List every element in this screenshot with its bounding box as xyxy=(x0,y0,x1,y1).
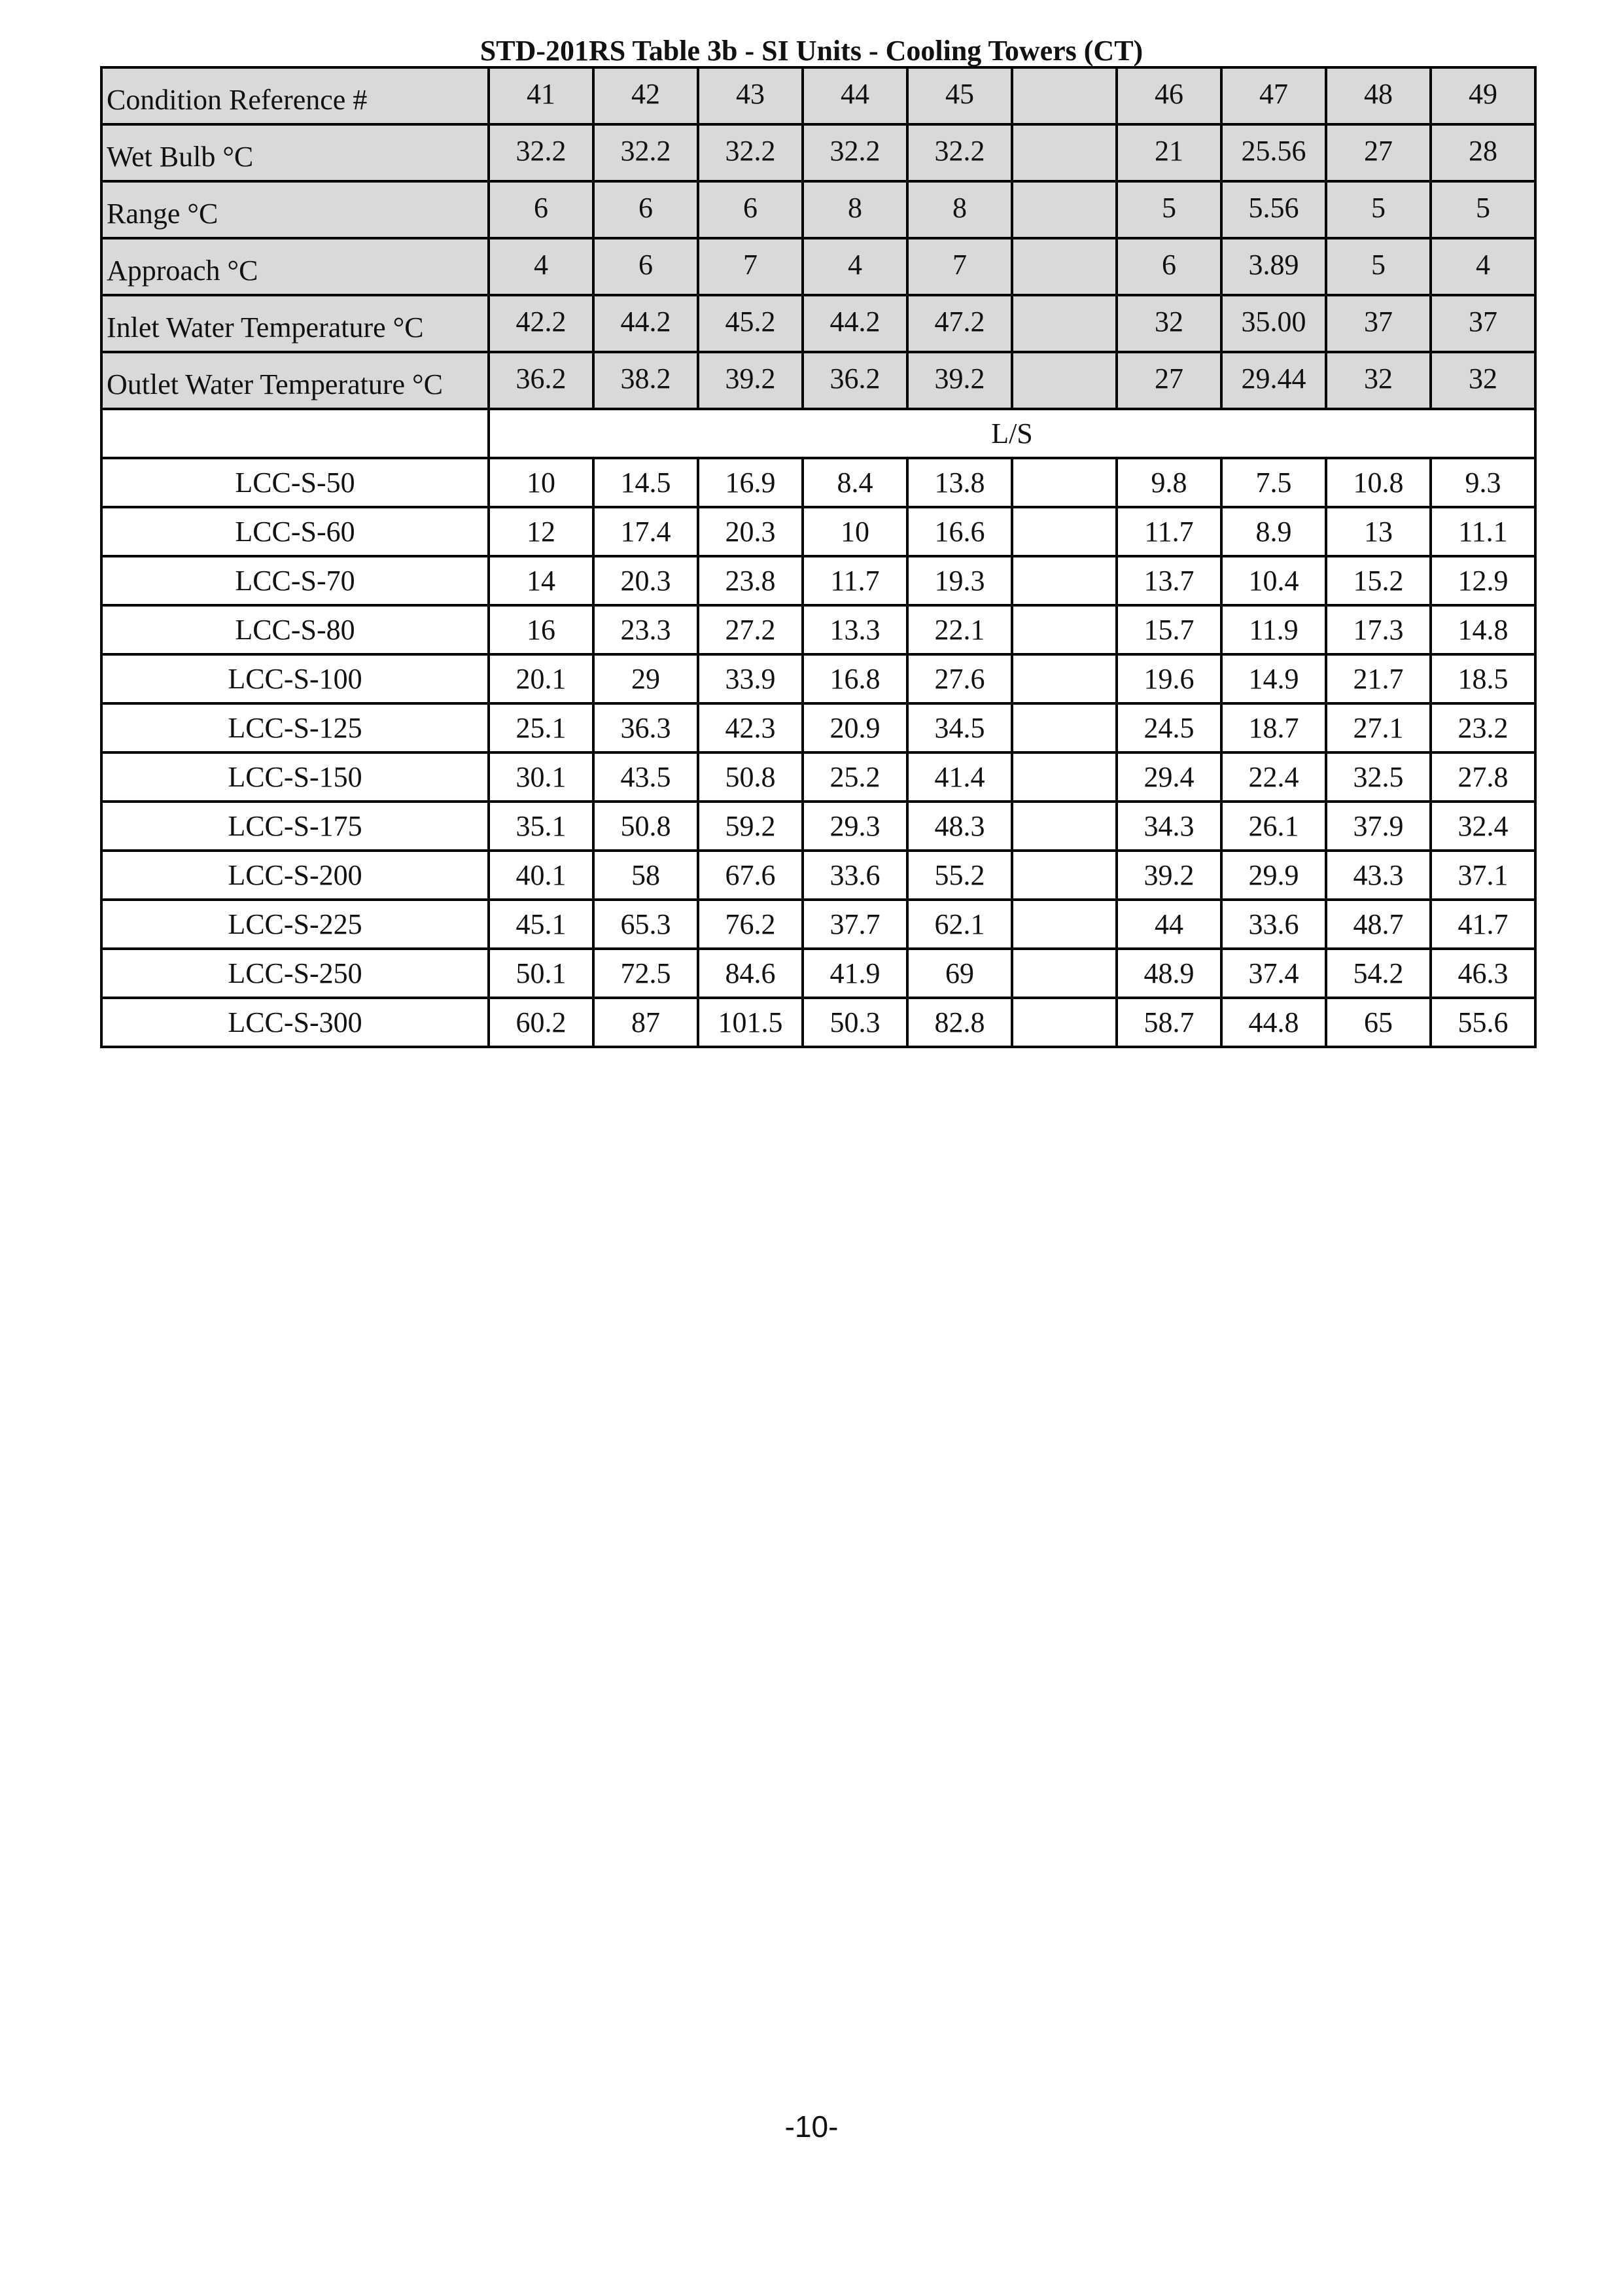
condition-label: Inlet Water Temperature °C xyxy=(101,295,489,352)
value-cell: 10.8 xyxy=(1326,458,1431,507)
value-cell: 9.8 xyxy=(1117,458,1221,507)
value-cell: 27.1 xyxy=(1326,703,1431,752)
value-cell: 11.7 xyxy=(1117,507,1221,556)
value-cell: 33.6 xyxy=(803,851,907,900)
spacer-cell xyxy=(1012,851,1117,900)
value-cell: 44 xyxy=(803,67,907,124)
model-row xyxy=(101,851,1535,900)
value-cell: 50.1 xyxy=(489,949,593,998)
value-cell: 32.2 xyxy=(593,124,698,181)
cooling-tower-table xyxy=(100,66,1537,1048)
spacer-cell xyxy=(1012,703,1117,752)
value-cell: 27 xyxy=(1117,352,1221,409)
model-row xyxy=(101,654,1535,703)
value-cell: 9.3 xyxy=(1431,458,1535,507)
model-row xyxy=(101,458,1535,507)
value-cell: 72.5 xyxy=(593,949,698,998)
value-cell: 30.1 xyxy=(489,752,593,802)
value-cell: 50.8 xyxy=(698,752,803,802)
value-cell: 32.5 xyxy=(1326,752,1431,802)
flow-unit-label: L/S xyxy=(489,409,1535,458)
value-cell: 21.7 xyxy=(1326,654,1431,703)
condition-row xyxy=(101,295,1535,352)
value-cell: 8.9 xyxy=(1221,507,1326,556)
spacer-cell xyxy=(1012,654,1117,703)
value-cell: 58.7 xyxy=(1117,998,1221,1047)
value-cell: 20.1 xyxy=(489,654,593,703)
condition-row xyxy=(101,181,1535,238)
value-cell: 5 xyxy=(1326,238,1431,295)
model-label: LCC-S-125 xyxy=(101,703,489,752)
value-cell: 26.1 xyxy=(1221,802,1326,851)
value-cell: 33.6 xyxy=(1221,900,1326,949)
value-cell: 62.1 xyxy=(907,900,1012,949)
value-cell: 11.1 xyxy=(1431,507,1535,556)
value-cell: 12 xyxy=(489,507,593,556)
value-cell: 32.2 xyxy=(489,124,593,181)
value-cell: 41.9 xyxy=(803,949,907,998)
value-cell: 36.2 xyxy=(803,352,907,409)
value-cell: 55.2 xyxy=(907,851,1012,900)
value-cell: 19.3 xyxy=(907,556,1012,605)
value-cell: 20.3 xyxy=(698,507,803,556)
value-cell: 10 xyxy=(489,458,593,507)
value-cell: 23.3 xyxy=(593,605,698,654)
value-cell: 39.2 xyxy=(1117,851,1221,900)
value-cell: 82.8 xyxy=(907,998,1012,1047)
value-cell: 27 xyxy=(1326,124,1431,181)
value-cell: 84.6 xyxy=(698,949,803,998)
value-cell: 29.4 xyxy=(1117,752,1221,802)
value-cell: 36.3 xyxy=(593,703,698,752)
value-cell: 41.4 xyxy=(907,752,1012,802)
value-cell: 21 xyxy=(1117,124,1221,181)
value-cell: 46 xyxy=(1117,67,1221,124)
value-cell: 41.7 xyxy=(1431,900,1535,949)
value-cell: 49 xyxy=(1431,67,1535,124)
value-cell: 29.3 xyxy=(803,802,907,851)
value-cell: 29.9 xyxy=(1221,851,1326,900)
spacer-cell xyxy=(1012,67,1117,124)
value-cell: 5 xyxy=(1326,181,1431,238)
value-cell: 4 xyxy=(1431,238,1535,295)
value-cell: 46.3 xyxy=(1431,949,1535,998)
value-cell: 25.56 xyxy=(1221,124,1326,181)
spacer-cell xyxy=(1012,295,1117,352)
value-cell: 10 xyxy=(803,507,907,556)
value-cell: 37.7 xyxy=(803,900,907,949)
value-cell: 16.9 xyxy=(698,458,803,507)
condition-label: Approach °C xyxy=(101,238,489,295)
value-cell: 48.3 xyxy=(907,802,1012,851)
value-cell: 45.2 xyxy=(698,295,803,352)
value-cell: 8.4 xyxy=(803,458,907,507)
value-cell: 60.2 xyxy=(489,998,593,1047)
value-cell: 25.1 xyxy=(489,703,593,752)
model-row xyxy=(101,605,1535,654)
page-number: -10- xyxy=(784,2110,839,2144)
value-cell: 48 xyxy=(1326,67,1431,124)
spacer-cell xyxy=(1012,181,1117,238)
value-cell: 8 xyxy=(803,181,907,238)
spacer-cell xyxy=(1012,998,1117,1047)
value-cell: 43 xyxy=(698,67,803,124)
value-cell: 32.4 xyxy=(1431,802,1535,851)
value-cell: 40.1 xyxy=(489,851,593,900)
value-cell: 15.7 xyxy=(1117,605,1221,654)
model-label: LCC-S-50 xyxy=(101,458,489,507)
value-cell: 44 xyxy=(1117,900,1221,949)
value-cell: 41 xyxy=(489,67,593,124)
value-cell: 43.5 xyxy=(593,752,698,802)
value-cell: 28 xyxy=(1431,124,1535,181)
value-cell: 32.2 xyxy=(803,124,907,181)
model-label: LCC-S-175 xyxy=(101,802,489,851)
value-cell: 5 xyxy=(1431,181,1535,238)
value-cell: 36.2 xyxy=(489,352,593,409)
value-cell: 20.9 xyxy=(803,703,907,752)
value-cell: 29 xyxy=(593,654,698,703)
value-cell: 101.5 xyxy=(698,998,803,1047)
value-cell: 37 xyxy=(1326,295,1431,352)
value-cell: 47 xyxy=(1221,67,1326,124)
model-label: LCC-S-300 xyxy=(101,998,489,1047)
value-cell: 19.6 xyxy=(1117,654,1221,703)
model-label: LCC-S-70 xyxy=(101,556,489,605)
value-cell: 7.5 xyxy=(1221,458,1326,507)
value-cell: 18.5 xyxy=(1431,654,1535,703)
value-cell: 33.9 xyxy=(698,654,803,703)
value-cell: 17.3 xyxy=(1326,605,1431,654)
model-row xyxy=(101,949,1535,998)
value-cell: 42 xyxy=(593,67,698,124)
value-cell: 23.8 xyxy=(698,556,803,605)
value-cell: 55.6 xyxy=(1431,998,1535,1047)
value-cell: 32.2 xyxy=(907,124,1012,181)
model-label: LCC-S-60 xyxy=(101,507,489,556)
value-cell: 87 xyxy=(593,998,698,1047)
value-cell: 16 xyxy=(489,605,593,654)
value-cell: 14 xyxy=(489,556,593,605)
condition-label: Condition Reference # xyxy=(101,67,489,124)
value-cell: 43.3 xyxy=(1326,851,1431,900)
value-cell: 42.2 xyxy=(489,295,593,352)
value-cell: 14.5 xyxy=(593,458,698,507)
value-cell: 48.9 xyxy=(1117,949,1221,998)
value-cell: 3.89 xyxy=(1221,238,1326,295)
value-cell: 7 xyxy=(907,238,1012,295)
value-cell: 16.8 xyxy=(803,654,907,703)
spacer-cell xyxy=(1012,556,1117,605)
spacer-cell xyxy=(1012,124,1117,181)
value-cell: 17.4 xyxy=(593,507,698,556)
value-cell: 76.2 xyxy=(698,900,803,949)
value-cell: 10.4 xyxy=(1221,556,1326,605)
value-cell: 27.6 xyxy=(907,654,1012,703)
condition-row xyxy=(101,124,1535,181)
value-cell: 54.2 xyxy=(1326,949,1431,998)
value-cell: 27.2 xyxy=(698,605,803,654)
value-cell: 32 xyxy=(1431,352,1535,409)
spacer-cell xyxy=(1012,238,1117,295)
value-cell: 13.8 xyxy=(907,458,1012,507)
value-cell: 8 xyxy=(907,181,1012,238)
value-cell: 37.4 xyxy=(1221,949,1326,998)
value-cell: 27.8 xyxy=(1431,752,1535,802)
model-label: LCC-S-200 xyxy=(101,851,489,900)
value-cell: 34.5 xyxy=(907,703,1012,752)
value-cell: 50.3 xyxy=(803,998,907,1047)
condition-label: Outlet Water Temperature °C xyxy=(101,352,489,409)
value-cell: 39.2 xyxy=(698,352,803,409)
condition-row xyxy=(101,352,1535,409)
value-cell: 22.4 xyxy=(1221,752,1326,802)
unit-row-blank-cell xyxy=(101,409,489,458)
value-cell: 65 xyxy=(1326,998,1431,1047)
value-cell: 32 xyxy=(1117,295,1221,352)
value-cell: 44.8 xyxy=(1221,998,1326,1047)
spacer-cell xyxy=(1012,752,1117,802)
value-cell: 23.2 xyxy=(1431,703,1535,752)
unit-row xyxy=(101,409,1535,458)
value-cell: 7 xyxy=(698,238,803,295)
value-cell: 5.56 xyxy=(1221,181,1326,238)
spacer-cell xyxy=(1012,605,1117,654)
model-row xyxy=(101,900,1535,949)
condition-label: Wet Bulb °C xyxy=(101,124,489,181)
model-label: LCC-S-150 xyxy=(101,752,489,802)
condition-row xyxy=(101,67,1535,124)
condition-row xyxy=(101,238,1535,295)
value-cell: 24.5 xyxy=(1117,703,1221,752)
spacer-cell xyxy=(1012,949,1117,998)
value-cell: 39.2 xyxy=(907,352,1012,409)
model-row xyxy=(101,998,1535,1047)
value-cell: 6 xyxy=(593,181,698,238)
value-cell: 13.7 xyxy=(1117,556,1221,605)
model-label: LCC-S-80 xyxy=(101,605,489,654)
value-cell: 12.9 xyxy=(1431,556,1535,605)
value-cell: 34.3 xyxy=(1117,802,1221,851)
model-row xyxy=(101,507,1535,556)
value-cell: 20.3 xyxy=(593,556,698,605)
value-cell: 37.1 xyxy=(1431,851,1535,900)
value-cell: 44.2 xyxy=(593,295,698,352)
model-row xyxy=(101,556,1535,605)
value-cell: 5 xyxy=(1117,181,1221,238)
value-cell: 69 xyxy=(907,949,1012,998)
value-cell: 18.7 xyxy=(1221,703,1326,752)
value-cell: 6 xyxy=(698,181,803,238)
value-cell: 38.2 xyxy=(593,352,698,409)
value-cell: 13 xyxy=(1326,507,1431,556)
value-cell: 15.2 xyxy=(1326,556,1431,605)
spacer-cell xyxy=(1012,507,1117,556)
value-cell: 13.3 xyxy=(803,605,907,654)
value-cell: 32 xyxy=(1326,352,1431,409)
value-cell: 6 xyxy=(593,238,698,295)
value-cell: 22.1 xyxy=(907,605,1012,654)
value-cell: 25.2 xyxy=(803,752,907,802)
spacer-cell xyxy=(1012,900,1117,949)
value-cell: 4 xyxy=(489,238,593,295)
value-cell: 65.3 xyxy=(593,900,698,949)
page-title: STD-201RS Table 3b - SI Units - Cooling Towers (CT) xyxy=(480,35,1143,67)
value-cell: 47.2 xyxy=(907,295,1012,352)
model-label: LCC-S-225 xyxy=(101,900,489,949)
value-cell: 35.1 xyxy=(489,802,593,851)
value-cell: 59.2 xyxy=(698,802,803,851)
value-cell: 14.8 xyxy=(1431,605,1535,654)
table-body xyxy=(101,67,1535,1047)
value-cell: 14.9 xyxy=(1221,654,1326,703)
value-cell: 37 xyxy=(1431,295,1535,352)
value-cell: 11.7 xyxy=(803,556,907,605)
condition-label: Range °C xyxy=(101,181,489,238)
spacer-cell xyxy=(1012,458,1117,507)
value-cell: 67.6 xyxy=(698,851,803,900)
value-cell: 58 xyxy=(593,851,698,900)
value-cell: 42.3 xyxy=(698,703,803,752)
value-cell: 11.9 xyxy=(1221,605,1326,654)
spacer-cell xyxy=(1012,352,1117,409)
spacer-cell xyxy=(1012,802,1117,851)
value-cell: 32.2 xyxy=(698,124,803,181)
value-cell: 16.6 xyxy=(907,507,1012,556)
model-label: LCC-S-100 xyxy=(101,654,489,703)
value-cell: 29.44 xyxy=(1221,352,1326,409)
value-cell: 37.9 xyxy=(1326,802,1431,851)
value-cell: 35.00 xyxy=(1221,295,1326,352)
value-cell: 45 xyxy=(907,67,1012,124)
value-cell: 48.7 xyxy=(1326,900,1431,949)
model-row xyxy=(101,802,1535,851)
model-label: LCC-S-250 xyxy=(101,949,489,998)
value-cell: 50.8 xyxy=(593,802,698,851)
value-cell: 4 xyxy=(803,238,907,295)
value-cell: 44.2 xyxy=(803,295,907,352)
model-row xyxy=(101,752,1535,802)
value-cell: 45.1 xyxy=(489,900,593,949)
value-cell: 6 xyxy=(489,181,593,238)
value-cell: 6 xyxy=(1117,238,1221,295)
model-row xyxy=(101,703,1535,752)
